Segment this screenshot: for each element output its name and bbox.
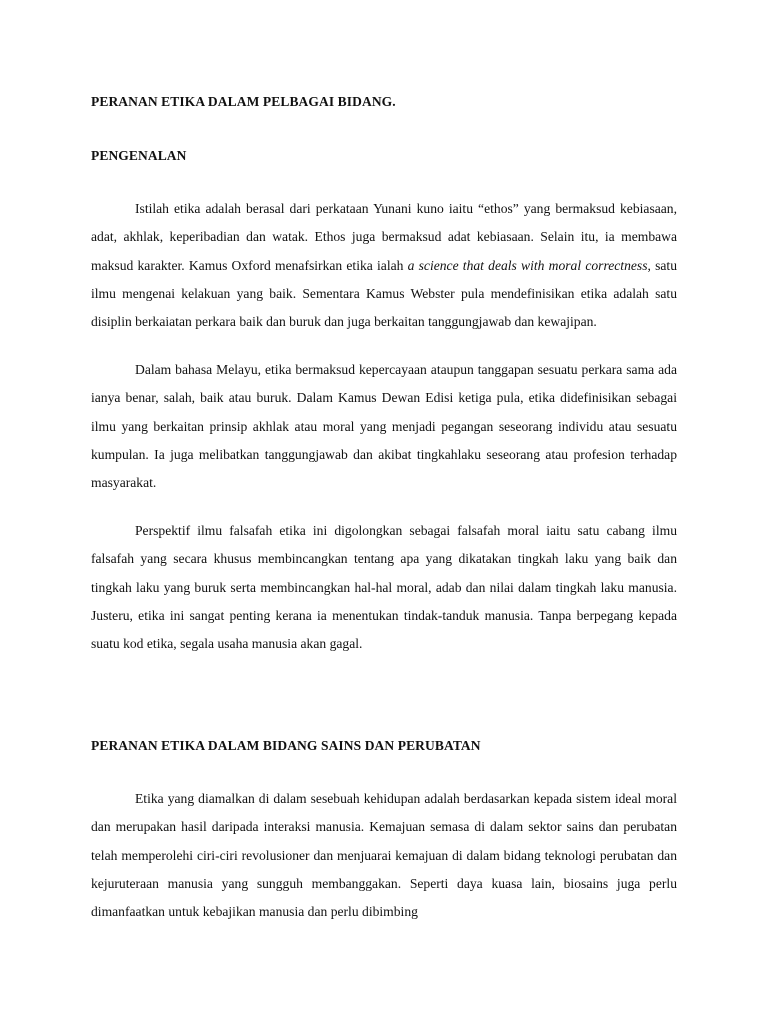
paragraph-intro-1-text-b: , satu ilmu mengenai kelakuan yang baik. Sementara Kamus Webster pula mendefinisikan etika adalah satu disiplin berkaiatan perkara baik dan buruk dan juga berkaitan tanggungjawab dan kewajipan. <box>91 257 677 330</box>
paragraph-intro-3: Perspektif ilmu falsafah etika ini digolongkan sebagai falsafah moral iaitu satu cabang ilmu falsafah yang secara khusus membincangkan tentang apa yang dikatakan tingkah laku yang baik dan tingkah laku yang buruk serta membincangkan hal-hal moral, adab dan nilai dalam tingkah laku manusia. Justeru, etika ini sangat penting kerana ia menentukan tindak-tanduk manusia. Tanpa berpegang kepada suatu kod etika, segala usaha manusia akan gagal. <box>91 523 677 652</box>
paragraph-sains-1: Etika yang diamalkan di dalam sesebuah kehidupan adalah berdasarkan kepada sistem ideal moral dan merupakan hasil daripada interaksi manusia. Kemajuan semasa di dalam sektor sains dan perubatan telah memperolehi ciri-ciri revolusioner dan menjuarai kemajuan di dalam bidang teknologi perubatan dan kejuruteraan manusia yang sungguh membanggakan. Seperti daya kuasa lain, biosains juga perlu dimanfaatkan untuk kebajikan manusia dan perlu dibimbing <box>91 791 677 920</box>
paragraph-intro-1 <box>91 195 677 336</box>
paragraph-intro-2: Dalam bahasa Melayu, etika bermaksud kepercayaan ataupun tanggapan sesuatu perkara sama ada ianya benar, salah, baik atau buruk. Dalam Kamus Dewan Edisi ketiga pula, etika didefinisikan sebagai ilmu yang berkaitan prinsip akhlak atau moral yang menjadi pegangan seseorang individu atau sesuatu kumpulan. Ia juga melibatkan tanggungjawab dan akibat tingkahlaku seseorang atau profesion terhadap masyarakat. <box>91 362 677 491</box>
section-heading-sains-perubatan: PERANAN ETIKA DALAM BIDANG SAINS DAN PERUBATAN <box>91 738 481 753</box>
section-heading-pengenalan: PENGENALAN <box>91 148 187 163</box>
document-title: PERANAN ETIKA DALAM PELBAGAI BIDANG. <box>91 94 396 109</box>
paragraph-intro-1-italic-quote: a science that deals with moral correctness <box>407 257 648 273</box>
paragraph-intro-1-text-a: Istilah etika adalah berasal dari perkataan Yunani kuno iaitu “ethos” yang bermaksud kebiasaan, adat, akhlak, keperibadian dan watak. Ethos juga bermaksud adat kebiasaan. Selain itu, ia membawa maksud karakter. Kamus Oxford menafsirkan etika ialah <box>91 201 677 273</box>
document-page <box>91 0 677 1024</box>
